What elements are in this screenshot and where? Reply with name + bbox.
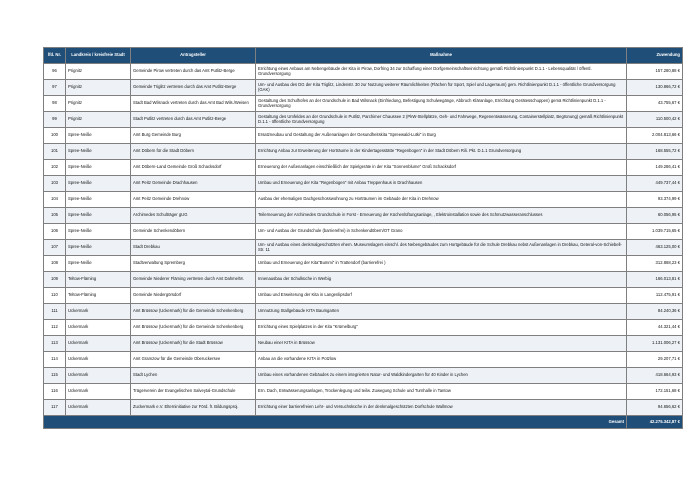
cell-zuwendung: 94.656,62 €: [627, 400, 683, 416]
table-row: [44, 368, 683, 384]
table-row: [44, 240, 683, 256]
cell-zuwendung: 172.151,68 €: [627, 384, 683, 400]
cell-zuwendung: 157.280,88 €: [627, 64, 683, 80]
cell-landkreis: Spree-Neiße: [66, 192, 131, 208]
cell-landkreis: Spree-Neiße: [66, 160, 131, 176]
table-row: [44, 144, 683, 160]
cell-landkreis: Uckermark: [66, 384, 131, 400]
cell-nr: 114: [44, 352, 66, 368]
cell-antragsteller: Amt Döbern für die Stadt Döbern: [131, 144, 256, 160]
cell-nr: 103: [44, 176, 66, 192]
cell-zuwendung: 463.125,00 €: [627, 240, 683, 256]
cell-landkreis: Spree-Neiße: [66, 144, 131, 160]
cell-antragsteller: Gemeinde Niederer Fläming vertreten durch Amt Dahme/M.: [131, 272, 256, 288]
table-row: [44, 128, 683, 144]
cell-landkreis: Uckermark: [66, 400, 131, 416]
cell-antragsteller: Gemeinde Pirow vertreten durch das Amt Putlitz-Berge: [131, 64, 256, 80]
cell-zuwendung: 112.475,91 €: [627, 288, 683, 304]
table-footer: [44, 416, 683, 429]
cell-nr: 99: [44, 112, 66, 128]
cell-antragsteller: Stadt Drebkau: [131, 240, 256, 256]
total-value: 42.275.342,87 €: [627, 416, 683, 429]
header-nr: lfd. Nr.: [44, 48, 66, 64]
cell-landkreis: Teltow-Fläming: [66, 288, 131, 304]
table-row: [44, 80, 683, 96]
table-row: [44, 160, 683, 176]
cell-massnahme: Umbau und Erneuerung der Kita"Bummi" in Trattendorf (barrierefrei ): [256, 256, 627, 272]
table-body: [44, 64, 683, 416]
cell-nr: 102: [44, 160, 66, 176]
cell-massnahme: Ern. Dach, Entwässerungsanlagen, Trockenlegung und teilw. Zuwegung Schule und Turnhalle in Tantow: [256, 384, 627, 400]
cell-zuwendung: 2.004.813,66 €: [627, 128, 683, 144]
table-row: [44, 400, 683, 416]
cell-landkreis: Teltow-Fläming: [66, 272, 131, 288]
cell-massnahme: Umnutzung Stallgebäude KITA Baumgarten: [256, 304, 627, 320]
cell-antragsteller: Trägerverein der Evangelischen Salveytal-Grundschule: [131, 384, 256, 400]
cell-massnahme: Umbau und Erweiterung der Kita in Langenlipsdorf: [256, 288, 627, 304]
cell-zuwendung: 1.131.006,27 €: [627, 336, 683, 352]
cell-zuwendung: 44.321,44 €: [627, 320, 683, 336]
table-row: [44, 192, 683, 208]
header-landkreis: Landkreis / kreisfreie Stadt: [66, 48, 131, 64]
cell-antragsteller: Gemeinde Triglitz vertreten durch das Amt Putlitz-Berge: [131, 80, 256, 96]
cell-landkreis: Spree-Neiße: [66, 240, 131, 256]
cell-massnahme: Gestaltung des Schulhofes an der Grundschule in Bad Wilsnack (Einfriedung, Befestigung Schulwegänge, Abbruch Kläranlage, Errichtung Gerätesschuppen) gemä Richtlinienpunkt D.1.1 - Grundversorgung: [256, 96, 627, 112]
cell-nr: 109: [44, 272, 66, 288]
cell-nr: 116: [44, 384, 66, 400]
cell-nr: 106: [44, 224, 66, 240]
cell-nr: 115: [44, 368, 66, 384]
cell-zuwendung: 60.056,95 €: [627, 208, 683, 224]
cell-nr: 105: [44, 208, 66, 224]
table-row: [44, 336, 683, 352]
cell-antragsteller: Gemeinde Schenkendöbern: [131, 224, 256, 240]
cell-massnahme: Gestaltung des Umfeldes an der Grundschule in Putlitz, Parchimer Chaussee 2 (PkW-Stellplätze, Geh- und Fahrwege, Regenentwässerung, Containerstellplatz, Begrünung) gemäß Richtlinienpunkt D.1.1 - öffentliche Grundversorgung: [256, 112, 627, 128]
cell-landkreis: Spree-Neiße: [66, 224, 131, 240]
cell-antragsteller: Amt Brüssow (Uckermark) für die Gemeinde Schenkenberg: [131, 304, 256, 320]
table-row: [44, 272, 683, 288]
cell-nr: 113: [44, 336, 66, 352]
cell-landkreis: Spree-Neiße: [66, 176, 131, 192]
table-row: [44, 320, 683, 336]
cell-massnahme: Errichtung eines Anbaus am Nebengebäude der Kita in Pirow, Dorfring 34 zur Schaffung einer Dorfgemeinschaftseinrichtung gemäß Richtlinienpunkt D.1.1 - Lebensqualität / öffentl. Grundversorgung: [256, 64, 627, 80]
cell-antragsteller: Amt Burg Gemeinde Burg: [131, 128, 256, 144]
table-row: [44, 208, 683, 224]
cell-antragsteller: Amt Brüssow (Uckermark) für die Stadt Brüssow: [131, 336, 256, 352]
cell-antragsteller: Archimedes Schulträger gUG: [131, 208, 256, 224]
cell-nr: 112: [44, 320, 66, 336]
table-row: [44, 176, 683, 192]
cell-antragsteller: Stadtverwaltung Spremberg: [131, 256, 256, 272]
cell-zuwendung: 130.866,72 €: [627, 80, 683, 96]
cell-landkreis: Prignitz: [66, 112, 131, 128]
cell-zuwendung: 418.664,93 €: [627, 368, 683, 384]
cell-zuwendung: 1.039.715,65 €: [627, 224, 683, 240]
cell-zuwendung: 149.286,41 €: [627, 160, 683, 176]
cell-landkreis: Uckermark: [66, 336, 131, 352]
cell-zuwendung: 84.240,36 €: [627, 304, 683, 320]
cell-nr: 117: [44, 400, 66, 416]
total-row: [44, 416, 683, 429]
cell-zuwendung: 449.737,44 €: [627, 176, 683, 192]
cell-antragsteller: Amt Peitz Gemeinde Drachhausen: [131, 176, 256, 192]
table-row: [44, 96, 683, 112]
cell-nr: 110: [44, 288, 66, 304]
table-row: [44, 304, 683, 320]
table-row: [44, 224, 683, 240]
cell-antragsteller: Amt Döbern-Land Gemeinde Groß Schacksdorf: [131, 160, 256, 176]
cell-massnahme: Umbau eines vorhandenen Gebäudes zu einem integrierten Natur- und Waldkindergarten für 40 Kinder in Lychen: [256, 368, 627, 384]
header-zuwendung: Zuwendung: [627, 48, 683, 64]
header-massnahme: Maßnahme: [256, 48, 627, 64]
cell-landkreis: Prignitz: [66, 64, 131, 80]
cell-nr: 107: [44, 240, 66, 256]
cell-massnahme: Ausbau der ehemaligen Dachgeschosswohnung zu Horträumen im Gebäude der Kita in Drehnow: [256, 192, 627, 208]
cell-antragsteller: Amt Peitz Gemeinde Drehnow: [131, 192, 256, 208]
cell-landkreis: Uckermark: [66, 320, 131, 336]
funding-table-sheet: [43, 47, 680, 429]
cell-zuwendung: 110.500,42 €: [627, 112, 683, 128]
cell-nr: 108: [44, 256, 66, 272]
cell-nr: 101: [44, 144, 66, 160]
cell-landkreis: Spree-Neiße: [66, 128, 131, 144]
cell-zuwendung: 168.555,72 €: [627, 144, 683, 160]
cell-landkreis: Uckermark: [66, 304, 131, 320]
cell-antragsteller: Zuckermark e.V. Elterninitiative zur Förd. fr. Bildungsproj.: [131, 400, 256, 416]
cell-massnahme: Errichtung einer barrierefreien Lehr- und Versuchsküche in der denkmalgeschützten Dorfschule Wallmow: [256, 400, 627, 416]
cell-massnahme: Erneuerung der Außenanlagen einschließlich der Spielgeräte in der Kita "Sonnenblume" Groß Schacksdorf: [256, 160, 627, 176]
cell-landkreis: Uckermark: [66, 368, 131, 384]
cell-massnahme: Ersatzneubau und Gestaltung der Außenanlagen der Gesundheitskita "Spreewald-Lutki" in Burg: [256, 128, 627, 144]
cell-massnahme: Um- und Ausbau der Grundschule (barrierefrei) in Schenkendöbern/OT Grano: [256, 224, 627, 240]
cell-zuwendung: 312.868,23 €: [627, 256, 683, 272]
cell-nr: 97: [44, 80, 66, 96]
cell-massnahme: Teilerneuerung der Archimedes Grundschule in Forst - Erneuerung der Küchenlüftungsanlage, , Elektroinstallation sowie des Schmutzwasseranschlusses: [256, 208, 627, 224]
table-row: [44, 384, 683, 400]
cell-antragsteller: Gemeinde Niedergörsdorf: [131, 288, 256, 304]
cell-landkreis: Prignitz: [66, 80, 131, 96]
cell-antragsteller: Amt Brüssow (Uckermark) für die Gemeinde Schenkenberg: [131, 320, 256, 336]
cell-massnahme: Errichtung Anbau zur Erweiterung der Horträume in der Kindertagesstätte "Regenbogen" in der Stadt Döbern Rili. Pkt. D.1.1 Grundversorgung: [256, 144, 627, 160]
header-row: [44, 48, 683, 64]
total-label: Gesamt: [44, 416, 627, 429]
cell-nr: 98: [44, 96, 66, 112]
cell-antragsteller: Stadt Bad Wilsnack vertreten durch das Amt Bad Wils./Weisen: [131, 96, 256, 112]
table-row: [44, 352, 683, 368]
cell-massnahme: Um- und Ausbau des DG der Kita Triglitz, Lindenstr. 30 zur Nutzung weiterer Räumlichkeiten (Flächen für Sport, Spiel und Lagerraum) gem. Richtlinienpunkt D.1.1 - öffentliche Grundversorgung (GAK): [256, 80, 627, 96]
cell-nr: 111: [44, 304, 66, 320]
cell-massnahme: Neubau einer KITA in Brüssow: [256, 336, 627, 352]
cell-landkreis: Uckermark: [66, 352, 131, 368]
cell-antragsteller: Stadt Lychen: [131, 368, 256, 384]
table-row: [44, 112, 683, 128]
cell-massnahme: Anbau an die vorhandene KITA in Potzlow: [256, 352, 627, 368]
table-row: [44, 64, 683, 80]
cell-massnahme: Innenausbau der Schulküche in Werbig: [256, 272, 627, 288]
cell-zuwendung: 43.755,67 €: [627, 96, 683, 112]
funding-table: [43, 47, 683, 429]
cell-zuwendung: 29.207,71 €: [627, 352, 683, 368]
table-header: [44, 48, 683, 64]
cell-zuwendung: 166.013,81 €: [627, 272, 683, 288]
cell-massnahme: Errichtung eines Spielplatzes in der Kita "Krümelburg": [256, 320, 627, 336]
cell-nr: 104: [44, 192, 66, 208]
cell-landkreis: Spree-Neiße: [66, 208, 131, 224]
cell-landkreis: Prignitz: [66, 96, 131, 112]
table-row: [44, 288, 683, 304]
cell-massnahme: Um- und Ausbau eines denkmalgeschützten ehem. Museumslagers einschl. des Nebengebäudes zum Hortgebäude für die Schule Drebkau nebst Außenanlagen in Drebkau, Geteral-von-Schiebell-Str. 11: [256, 240, 627, 256]
cell-nr: 100: [44, 128, 66, 144]
table-row: [44, 256, 683, 272]
header-antragsteller: Antragsteller: [131, 48, 256, 64]
cell-nr: 96: [44, 64, 66, 80]
cell-massnahme: Umbau und Erneuerung der Kita "Regenbogen" mit Anbau Treppenhaus in Drachhausen: [256, 176, 627, 192]
cell-antragsteller: Stadt Putlitz vertreten durch das Amt Putlitz-Berge: [131, 112, 256, 128]
cell-antragsteller: Amt Gramzow für die Gemeinde Oberuckersee: [131, 352, 256, 368]
cell-landkreis: Spree-Neiße: [66, 256, 131, 272]
cell-zuwendung: 93.374,99 €: [627, 192, 683, 208]
